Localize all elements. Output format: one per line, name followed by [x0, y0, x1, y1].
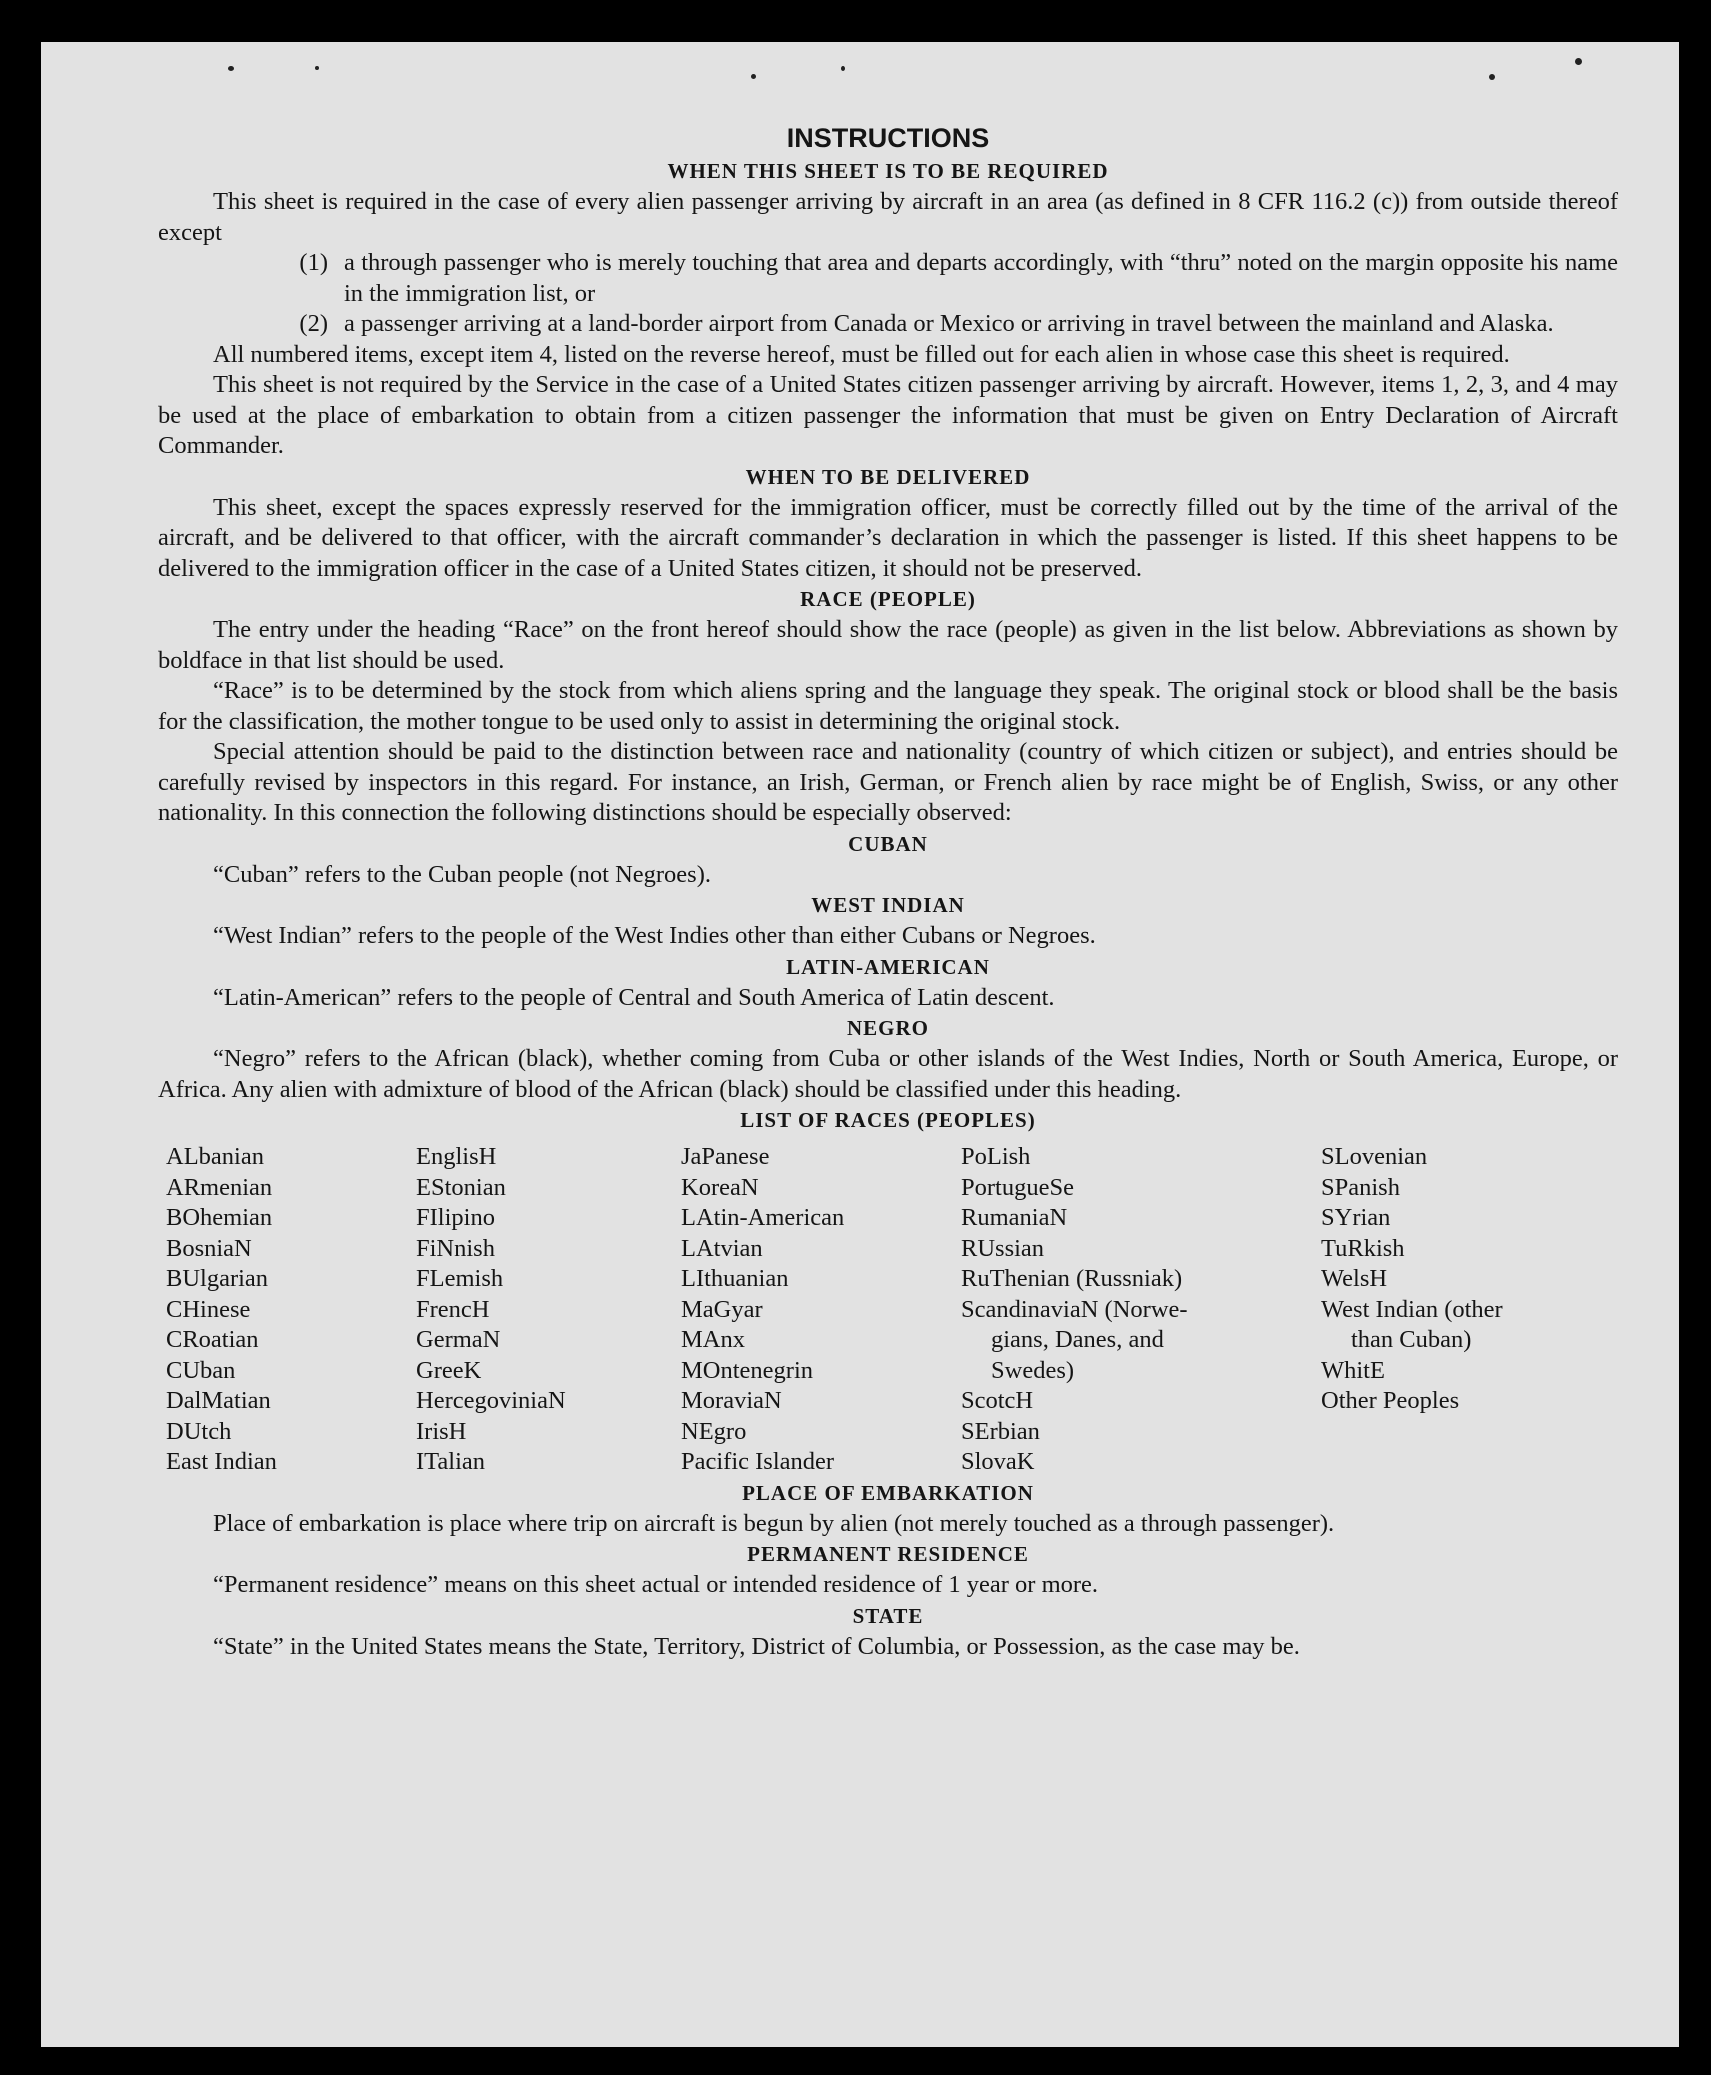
race-entry: LAtin-American [681, 1204, 845, 1231]
race-entry: MAnx [681, 1326, 745, 1353]
races-column [681, 1142, 961, 1478]
section-heading-west-indian: WEST INDIAN [811, 893, 965, 917]
paragraph: Special attention should be paid to the distinction between race and nationality (country of which citizen or subject), and entries should be carefully revised by inspectors in this regard. For instance, an Irish, German, or French alien by race might be of English, Swiss, or any other nationality. In this connection the following distinctions should be especially observed: [158, 738, 1618, 826]
item-text: a passenger arriving at a land-border airport from Canada or Mexico or arriving in travel between the mainland and Alaska. [344, 310, 1554, 337]
race-entry: LAtvian [681, 1234, 763, 1262]
paragraph: “Cuban” refers to the Cuban people (not Negroes). [213, 860, 711, 888]
race-entry: BosniaN [166, 1234, 252, 1262]
race-entry-continuation: than Cuban) [1351, 1326, 1472, 1353]
paragraph: “Permanent residence” means on this sheet actual or intended residence of 1 year or more. [213, 1571, 1099, 1598]
item-number: (1) [299, 249, 328, 276]
paragraph: Place of embarkation is place where trip on aircraft is begun by alien (not merely touched as a through passenger). [213, 1509, 1335, 1537]
race-entry: SYrian [1321, 1204, 1391, 1231]
race-entry: East Indian [166, 1448, 277, 1475]
section-heading-when-required: WHEN THIS SHEET IS TO BE REQUIRED [667, 159, 1109, 183]
race-entry: SPanish [1321, 1173, 1400, 1201]
race-entry: BOhemian [166, 1204, 273, 1231]
list-item [158, 309, 1618, 340]
race-entry: ALbanian [166, 1143, 264, 1170]
race-entry-continuation: Swedes) [991, 1356, 1075, 1384]
exception-list [158, 248, 1618, 340]
races-column [1321, 1142, 1576, 1478]
item-text: a through passenger who is merely touching that area and departs accordingly, with “thru” noted on the margin opposite his name in the immigration list, or [344, 249, 1618, 307]
paragraph: All numbered items, except item 4, listed on the reverse hereof, must be filled out for each alien in whose case this sheet is required. [213, 340, 1510, 368]
race-entry: SlovaK [961, 1448, 1035, 1475]
race-entry-continuation: gians, Danes, and [991, 1326, 1164, 1353]
race-entry: SLovenian [1321, 1143, 1428, 1170]
section-heading-embarkation: PLACE OF EMBARKATION [742, 1480, 1034, 1505]
race-entry: ScandinaviaN (Norwe- [961, 1295, 1188, 1323]
race-entry: BUlgarian [166, 1265, 269, 1292]
races-column [961, 1142, 1321, 1478]
race-entry: MOntenegrin [681, 1356, 813, 1384]
race-entry: ScotcH [961, 1387, 1034, 1414]
race-entry: FIlipino [416, 1204, 495, 1231]
race-entry: ARmenian [166, 1173, 273, 1201]
section-heading-when-delivered: WHEN TO BE DELIVERED [745, 464, 1031, 489]
race-entry: RuThenian (Russniak) [961, 1265, 1183, 1292]
section-heading-race: RACE (PEOPLE) [800, 587, 976, 611]
paragraph: “State” in the United States means the State, Territory, District of Columbia, or Possession, as the case may be. [213, 1632, 1300, 1660]
race-entry: FLemish [416, 1265, 504, 1292]
race-entry: EStonian [416, 1173, 506, 1201]
race-entry: FiNnish [416, 1234, 495, 1262]
scan-speck [1489, 74, 1495, 80]
race-entry: LIthuanian [681, 1265, 789, 1292]
section-heading-cuban: CUBAN [848, 831, 928, 856]
race-entry: SErbian [961, 1417, 1040, 1445]
race-entry: WelsH [1321, 1265, 1388, 1292]
race-entry: WhitE [1321, 1356, 1385, 1384]
race-entry: GermaN [416, 1326, 501, 1353]
section-heading-latin-american: LATIN-AMERICAN [786, 954, 990, 979]
race-entry: Other Peoples [1321, 1387, 1460, 1414]
race-entry: CRoatian [166, 1326, 259, 1353]
race-entry: HercegoviniaN [416, 1387, 566, 1414]
race-entry: GreeK [416, 1356, 482, 1384]
paragraph: This sheet is required in the case of every alien passenger arriving by aircraft in an area (as defined in 8 CFR 116.2 (c)) from outside thereof except [158, 188, 1618, 246]
race-entry: Pacific Islander [681, 1448, 835, 1475]
paragraph: The entry under the heading “Race” on the front hereof should show the race (people) as given in the list below. Abbreviations as shown by boldface in that list should be used. [158, 616, 1618, 674]
scan-speck [1575, 58, 1582, 65]
section-heading-state: STATE [852, 1603, 924, 1628]
race-entry: NEgro [681, 1417, 747, 1445]
scan-speck [751, 74, 756, 79]
instructions-content [158, 120, 1618, 1662]
race-entry: IrisH [416, 1417, 467, 1445]
race-entry: DalMatian [166, 1387, 271, 1414]
race-entry: CUban [166, 1356, 236, 1384]
paragraph: “Negro” refers to the African (black), whether coming from Cuba or other islands of the West Indies, North or South America, Europe, or Africa. Any alien with admixture of blood of the African (black) should be classified under this heading. [158, 1045, 1618, 1103]
race-entry: EnglisH [416, 1143, 497, 1170]
list-item [158, 248, 1618, 309]
paragraph: “Latin-American” refers to the people of Central and South America of Latin descent. [213, 983, 1055, 1011]
race-entry: DUtch [166, 1417, 232, 1445]
paragraph: This sheet, except the spaces expressly reserved for the immigration officer, must be correctly filled out by the time of the arrival of the aircraft, and be delivered to that officer, with the aircraft commander’s declaration in which the passenger is listed. If this sheet happens to be delivered to the immigration officer in the case of a United States citizen, it should not be preserved. [158, 493, 1618, 582]
race-entry: RumaniaN [961, 1204, 1068, 1231]
item-number: (2) [299, 310, 328, 337]
race-entry: CHinese [166, 1295, 251, 1323]
paragraph: “West Indian” refers to the people of the West Indies other than either Cubans or Negroes. [213, 922, 1096, 949]
document-page [41, 42, 1679, 2047]
race-entry: MaGyar [681, 1295, 763, 1323]
races-table [166, 1142, 1618, 1478]
race-entry: TuRkish [1321, 1234, 1405, 1262]
race-entry: RUssian [961, 1234, 1045, 1262]
race-entry: FrencH [416, 1295, 490, 1323]
scan-speck [315, 66, 319, 70]
race-entry: KoreaN [681, 1173, 759, 1201]
paragraph: “Race” is to be determined by the stock from which aliens spring and the language they speak. The original stock or blood shall be the basis for the classification, the mother tongue to be used only to assist in determining the original stock. [158, 677, 1618, 735]
section-heading-list-of-races: LIST OF RACES (PEOPLES) [740, 1108, 1036, 1132]
race-entry: JaPanese [681, 1143, 770, 1170]
scan-speck [228, 66, 234, 71]
races-column [166, 1142, 416, 1478]
races-column [416, 1142, 681, 1478]
section-heading-negro: NEGRO [846, 1016, 929, 1040]
document-title: INSTRUCTIONS [786, 123, 990, 153]
race-entry: West Indian (other [1321, 1295, 1503, 1323]
race-entry: MoraviaN [681, 1387, 782, 1414]
paragraph: This sheet is not required by the Service in the case of a United States citizen passenger arriving by aircraft. However, items 1, 2, 3, and 4 may be used at the place of embarkation to obtain from a citizen passenger the information that must be given on Entry Declaration of Aircraft Commander. [158, 371, 1618, 459]
race-entry: ITalian [416, 1448, 486, 1475]
scan-speck [841, 66, 845, 71]
race-entry: PortugueSe [961, 1173, 1074, 1201]
race-entry: PoLish [961, 1143, 1031, 1170]
section-heading-residence: PERMANENT RESIDENCE [747, 1542, 1029, 1566]
